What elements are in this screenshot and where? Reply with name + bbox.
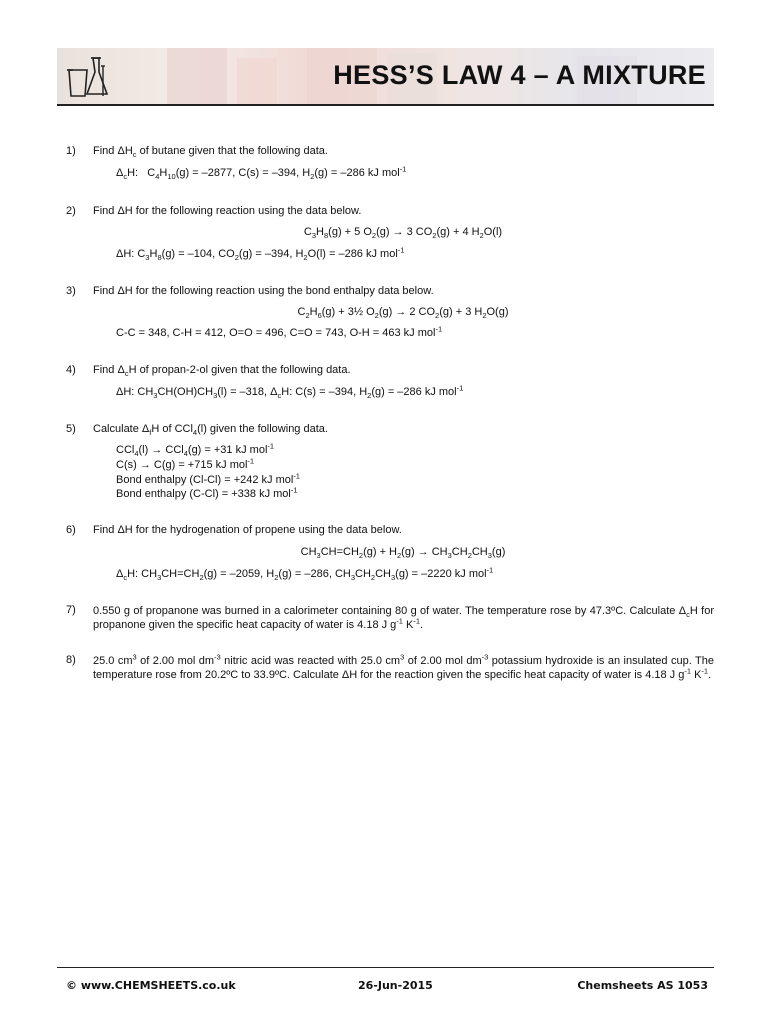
question-1-number: 1) <box>66 145 76 157</box>
question-2-equation: $C_3H_8(g) + 5$ $O_2(g) \to 3$ $CO_2(g) + 4$ $H_2O(l)$ <box>303 226 503 241</box>
footer-divider <box>57 967 714 968</box>
question-2-text: Find ΔH for the following reaction using the data below. <box>93 205 362 217</box>
question-6-data: $\Delta_cH$: $CH_3CH=CH_2(g) = -2059$, $H_2(g) = -286$, $CH_3CH_2CH_3(g) = -2220$ kJ mol$^{-1}$ <box>116 565 494 583</box>
question-5-data-line: Bond enthalpy (C-Cl) = +338 kJ mol$^{-1}$ <box>116 485 298 500</box>
question-5-data-line: C(s) → C(g) = +715 kJ mol$^{-1}$ <box>116 456 255 471</box>
footer-website: © www.CHEMSHEETS.co.uk <box>66 979 236 992</box>
question-7-text: 0.550 g of propanone was burned in a calorimeter containing 80 g of water. The temperature rose by 47.3ºC. Calculate $\Delta_cH$ for propanone given the specific heat capacity of water is 4.18 J $g^{-1}$ $K^{-1}$. <box>93 605 714 631</box>
footer-reference: Chemsheets AS 1053 <box>577 979 708 992</box>
page-title: HESS’S LAW 4 – A MIXTURE <box>333 60 706 90</box>
question-5-data-line: CCl$_4$(l) → CCl$_4$(g) = +31 kJ mol$^{-1}$ <box>116 441 275 459</box>
question-3-text: Find ΔH for the following reaction using the bond enthalpy data below. <box>93 285 434 297</box>
footer-date: 26-Jun-2015 <box>358 979 433 992</box>
question-6-text: Find ΔH for the hydrogenation of propene using the data below. <box>93 524 402 536</box>
question-8-number: 8) <box>66 654 76 666</box>
question-4-number: 4) <box>66 364 76 376</box>
question-6-equation: $CH_3CH=CH_2(g) + H_2(g) \to CH_3CH_2CH_3(g)$ <box>300 546 506 561</box>
question-2-number: 2) <box>66 205 76 217</box>
question-7-number: 7) <box>66 604 76 616</box>
question-3-bond-data: C-C = 348, C-H = 412, O=O = 496, C=O = 743, O-H = 463 kJ mol$^{-1}$ <box>116 324 443 339</box>
question-4-data: ΔH: $CH_3CH(OH)CH_3(l) = -318$, $\Delta_cH$: C(s) = –394, $H_2(g) = -286$ kJ mol$^{-1}$ <box>116 383 464 401</box>
question-8-text: 25.0 $cm^3$ of 2.00 mol $dm^{-3}$ nitric acid was reacted with 25.0 $cm^3$ of 2.00 mol $dm^{-3}$ potassium hydroxide is an insulated cup. The temperature rose from 20.2ºC to 33.9ºC. Calculate ΔH for the reaction given the specific heat capacity of water is 4.18 J $g^{-1}$ $K^{-1}$. <box>93 652 714 681</box>
beaker-flask-icon <box>65 52 111 100</box>
question-3-number: 3) <box>66 285 76 297</box>
question-3-equation: $C_2H_6(g)$ + 3½ $O_2(g) \to 2$ $CO_2(g) + 3$ $H_2O(g)$ <box>297 306 509 321</box>
question-5-text: Calculate $\Delta_fH$ of CCl$_4$(l) given the following data. <box>93 423 328 438</box>
question-4-text: Find $\Delta_cH$ of propan-2-ol given that the following data. <box>93 364 351 379</box>
header-banner <box>57 48 714 106</box>
question-2-data: ΔH: $C_3H_8(g) = -104$, $CO_2(g) = -394$, $H_2O(l) = -286$ kJ mol$^{-1}$ <box>116 245 405 263</box>
question-1-text: Find $\Delta H_c$ of butane given that the following data. <box>93 145 328 160</box>
question-5-number: 5) <box>66 423 76 435</box>
question-1-data: $\Delta_cH$: $C_4H_{10}(g) = -2877$, C(s) = –394, $H_2(g) = -286$ kJ mol$^{-1}$ <box>116 164 407 182</box>
question-6-number: 6) <box>66 524 76 536</box>
question-5-data-line: Bond enthalpy (Cl-Cl) = +242 kJ mol$^{-1}$ <box>116 471 300 486</box>
